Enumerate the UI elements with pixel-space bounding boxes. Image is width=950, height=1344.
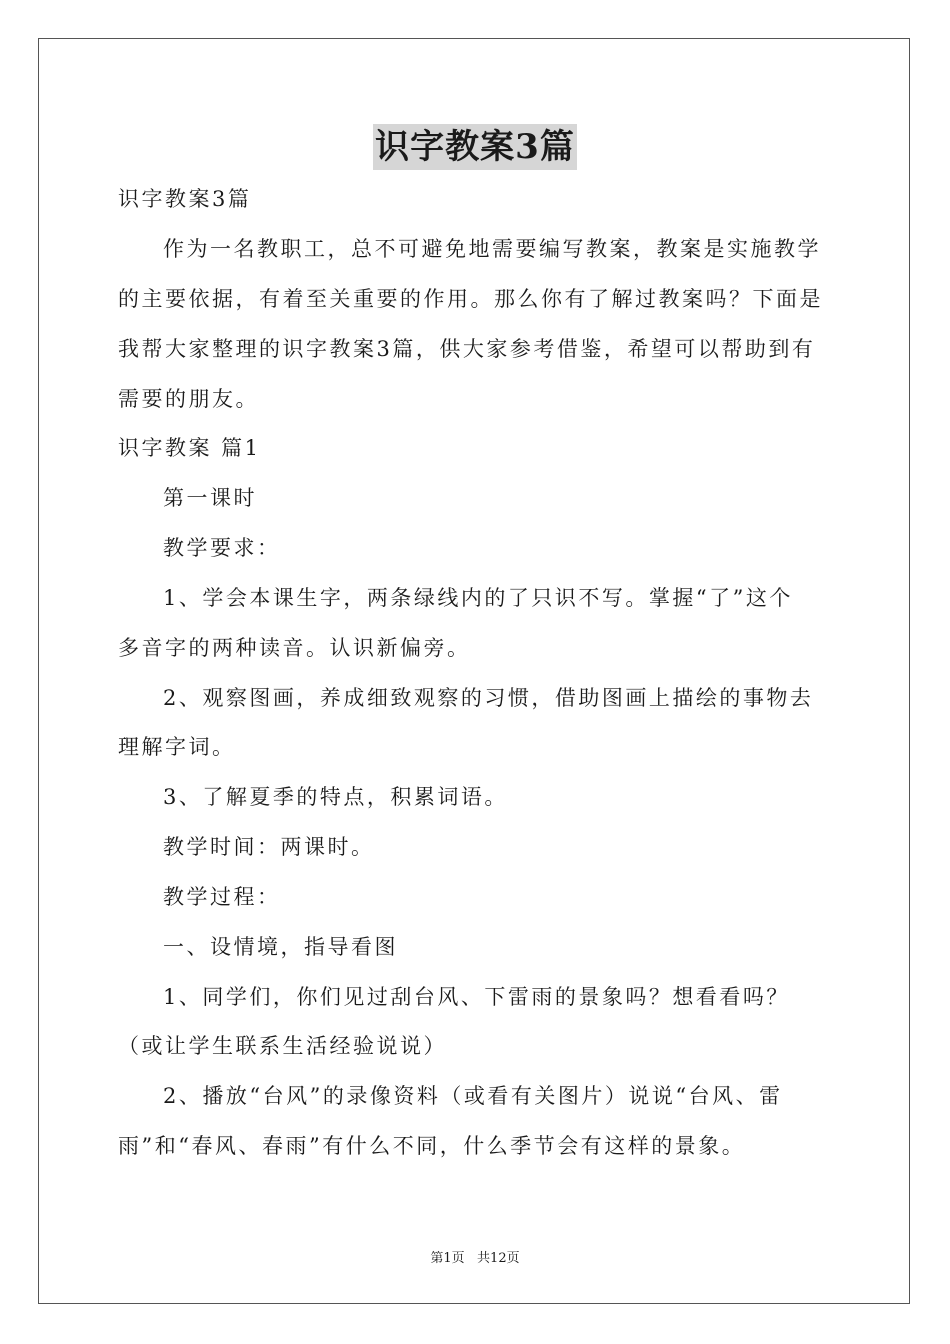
paragraph-line: 的主要依据，有着至关重要的作用。那么你有了解过教案吗？下面是: [118, 287, 823, 311]
paragraph-line: 1、学会本课生字，两条绿线内的了只识不写。掌握“了”这个: [163, 586, 793, 610]
paragraph-line: 2、播放“台风”的录像资料（或看有关图片）说说“台风、雷: [163, 1084, 783, 1108]
paragraph-line: 第一课时: [163, 486, 257, 510]
section-heading: 识字教案 篇1: [118, 436, 261, 460]
paragraph-line: 雨”和“春风、春雨”有什么不同，什么季节会有这样的景象。: [118, 1134, 746, 1158]
title-container: [0, 124, 950, 170]
paragraph-line: 教学时间：两课时。: [163, 835, 375, 859]
paragraph-line: 教学要求：: [163, 536, 281, 560]
paragraph-line: 教学过程：: [163, 885, 281, 909]
page-border: [38, 38, 910, 1304]
paragraph-line: 1、同学们，你们见过刮台风、下雷雨的景象吗？想看看吗？: [163, 985, 790, 1009]
paragraph-line: 作为一名教职工，总不可避免地需要编写教案，教案是实施教学: [163, 237, 821, 261]
paragraph-line: 2、观察图画，养成细致观察的习惯，借助图画上描绘的事物去: [163, 686, 814, 710]
paragraph-line: 理解字词。: [118, 735, 236, 759]
doc-subtitle: 识字教案3篇: [118, 187, 252, 211]
paragraph-line: （或让学生联系生活经验说说）: [118, 1034, 447, 1058]
paragraph-line: 多音字的两种读音。认识新偏旁。: [118, 636, 471, 660]
page-footer: 第1页 共12页: [430, 1251, 520, 1266]
paragraph-line: 3、了解夏季的特点，积累词语。: [163, 785, 508, 809]
paragraph-line: 我帮大家整理的识字教案3篇，供大家参考借鉴，希望可以帮助到有: [118, 337, 816, 361]
document-title: 识字教案3篇: [373, 124, 577, 170]
paragraph-line: 需要的朋友。: [118, 387, 259, 411]
paragraph-line: 一、设情境，指导看图: [163, 935, 398, 959]
